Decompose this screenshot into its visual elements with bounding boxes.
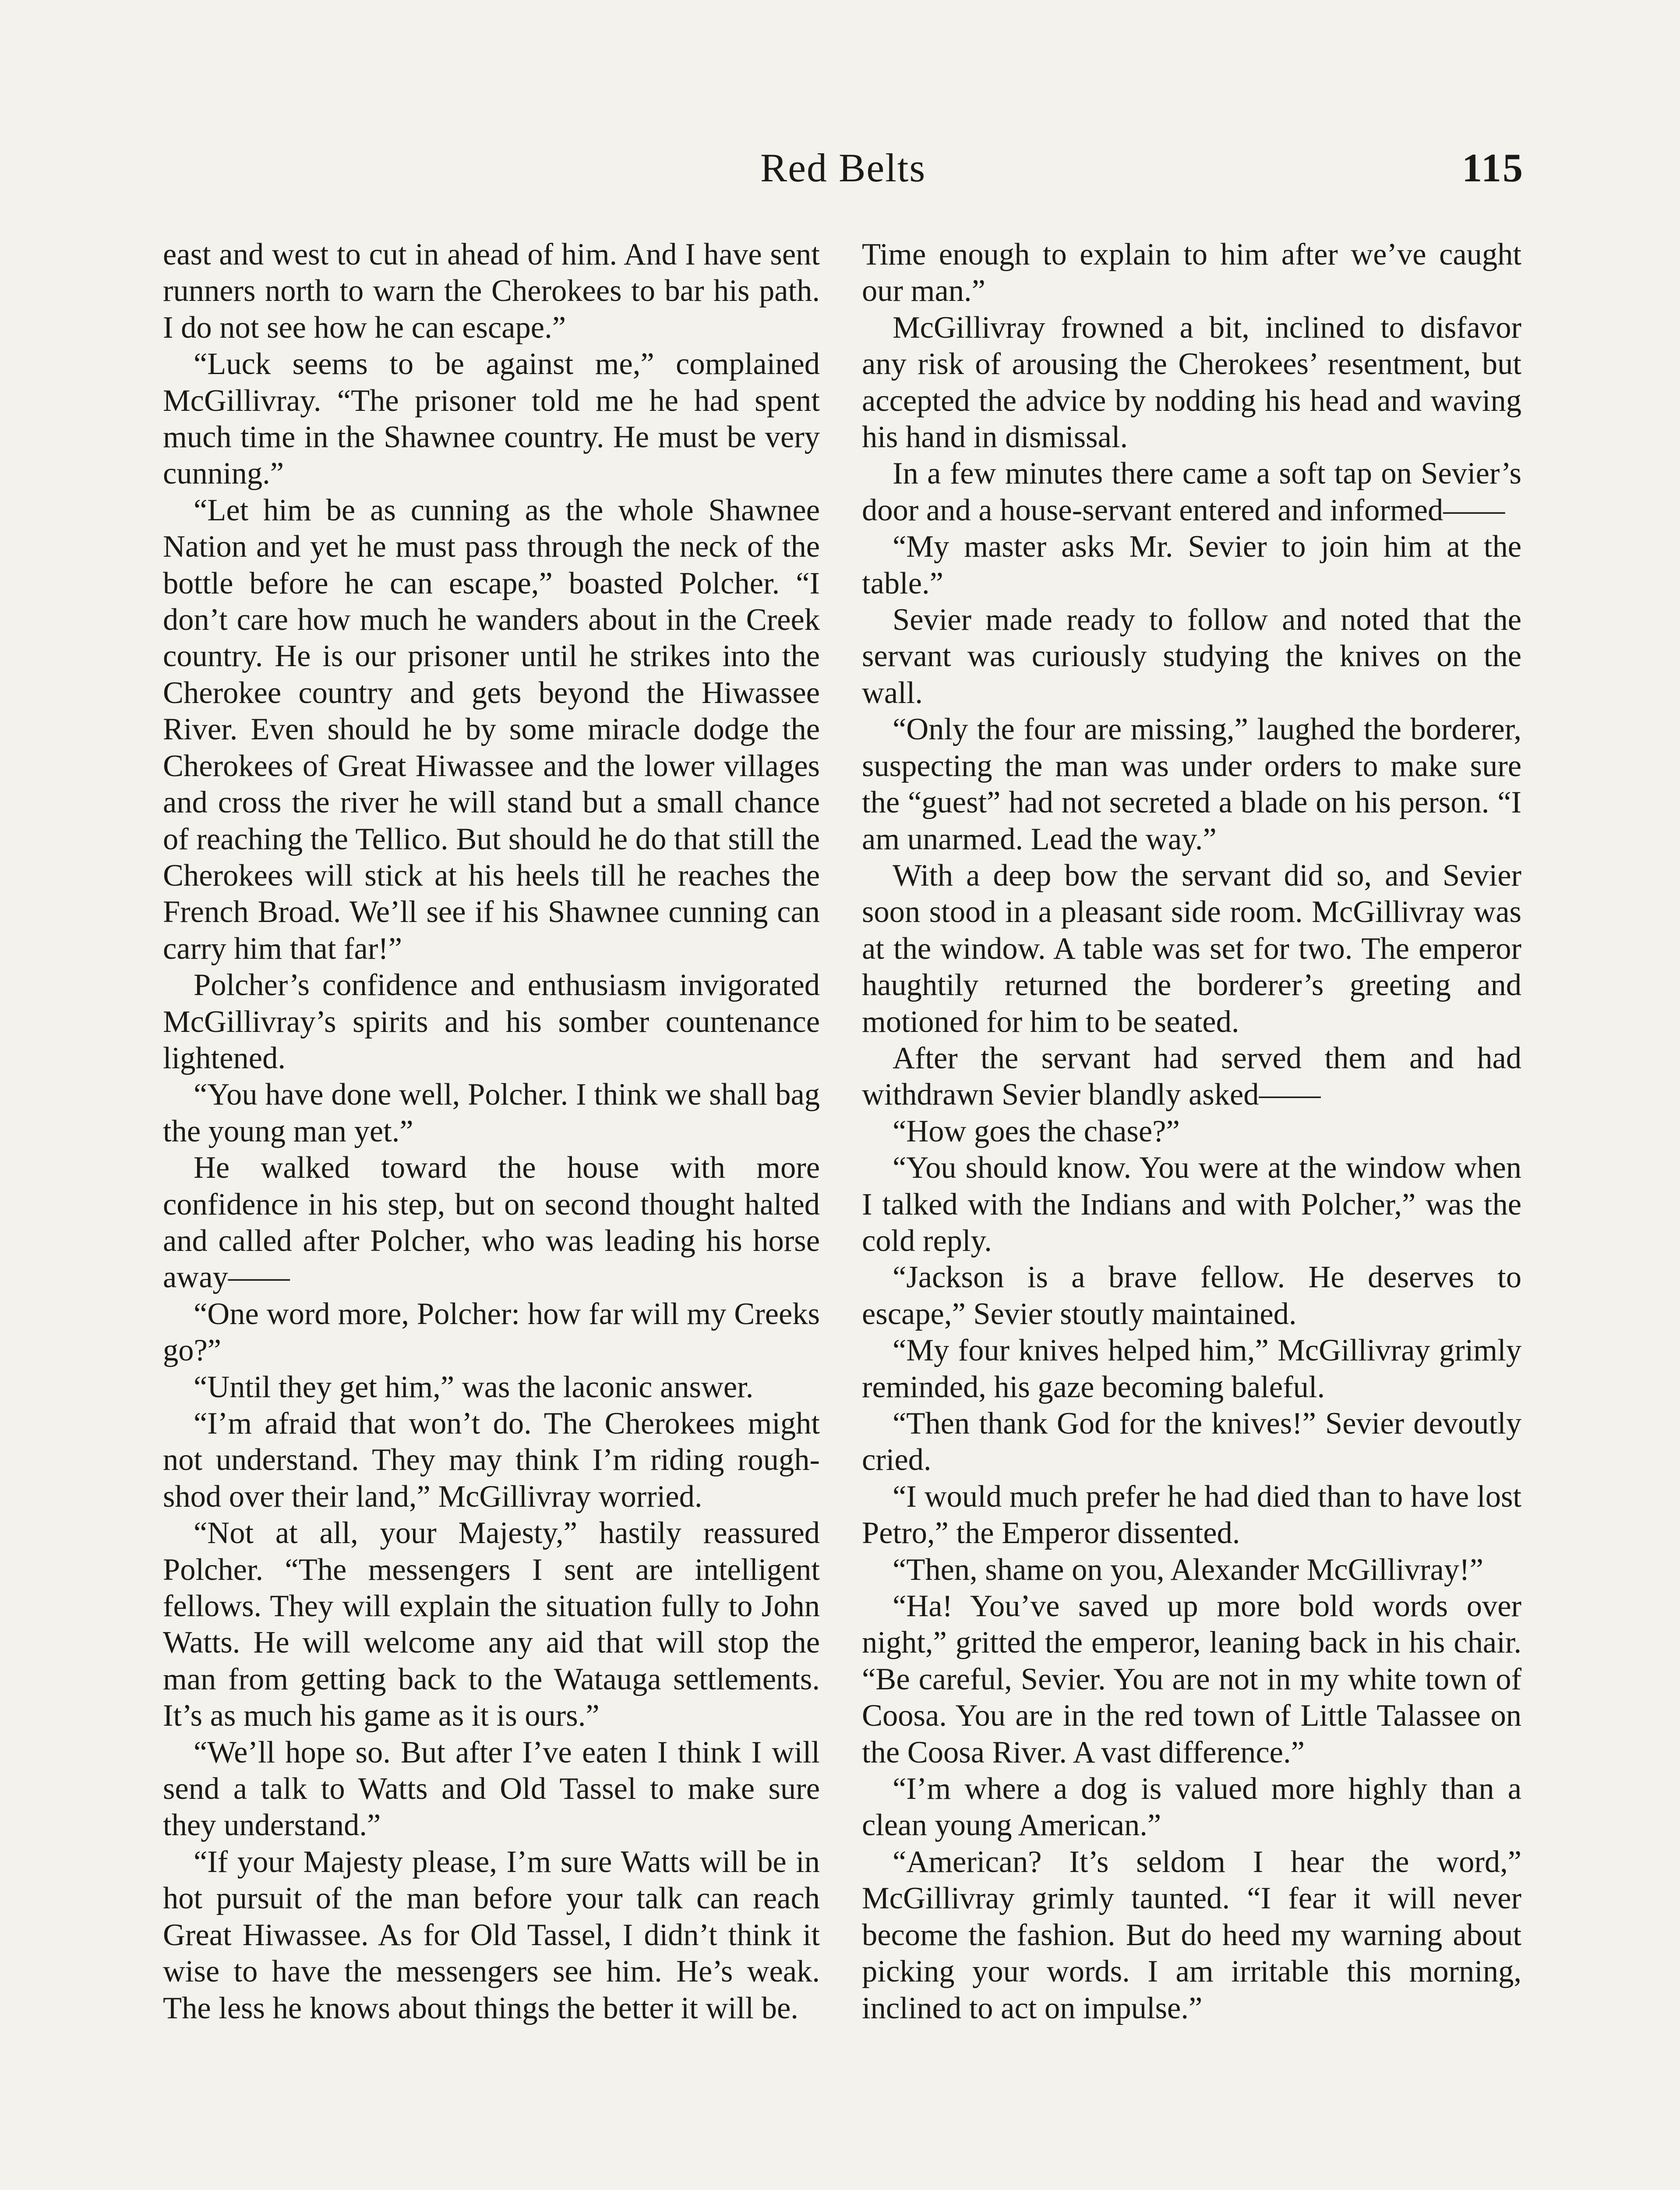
paragraph: “My four knives helped him,” McGillivray grimly reminded, his gaze becoming baleful. <box>862 1333 1521 1404</box>
paragraph: “Jackson is a brave fellow. He deserves to escape,” Sevier stoutly maintained. <box>862 1260 1521 1331</box>
paragraph: Polcher’s confidence and enthusiasm invigorated McGillivray’s spirits and his somber countenance lightened. <box>163 968 820 1075</box>
paragraph: “Then, shame on you, Alexander McGillivray!” <box>893 1552 1483 1587</box>
paragraph: He walked toward the house with more confidence in his step, but on second thought halted and called after Polcher, who was leading his horse away—— <box>163 1151 820 1295</box>
paragraph: “One word more, Polcher: how far will my Creeks go?” <box>163 1296 820 1368</box>
paragraph: “I would much prefer he had died than to have lost Petro,” the Emperor dissented. <box>862 1479 1521 1551</box>
paragraph: “Only the four are missing,” laughed the borderer, suspecting the man was under orders to make sure the “guest” had not secreted a blade on his person. “I am unarmed. Lead the way.” <box>862 712 1521 856</box>
paragraph: “If your Majesty please, I’m sure Watts will be in hot pursuit of the man before your talk can reach Great Hiwassee. As for Old Tassel, I didn’t think it wise to have the messengers see him. He’s weak. The less he knows about things the better it will be. <box>163 1844 820 2025</box>
paragraph: “American? It’s seldom I hear the word,” McGillivray grimly taunted. “I fear it will never become the fashion. But do heed my warning about picking your words. I am irritable this morning, inclined to act on impulse.” <box>862 1844 1521 2025</box>
right-column <box>862 237 1521 2027</box>
paragraph: “Luck seems to be against me,” complained McGillivray. “The prisoner told me he had spent much time in the Shawnee country. He must be very cunning.” <box>163 347 820 491</box>
paragraph: With a deep bow the servant did so, and Sevier soon stood in a pleasant side room. McGillivray was at the window. A table was set for two. The emperor haughtily returned the borderer’s greeting and motioned for him to be seated. <box>862 858 1521 1039</box>
paragraph: Time enough to explain to him after we’ve caught our man.” <box>862 237 1521 308</box>
paragraph: “You have done well, Polcher. I think we shall bag the young man yet.” <box>163 1077 820 1148</box>
paragraph: “We’ll hope so. But after I’ve eaten I think I will send a talk to Watts and Old Tassel to make sure they understand.” <box>163 1735 820 1843</box>
paragraph: “My master asks Mr. Sevier to join him at the table.” <box>862 530 1521 600</box>
running-title: Red Belts <box>760 145 926 190</box>
paragraph: “How goes the chase?” <box>893 1114 1180 1148</box>
paragraph: “Let him be as cunning as the whole Shawnee Nation and yet he must pass through the neck of the bottle before he can escape,” boasted Polcher. “I don’t care how much he wanders about in the Creek country. He is our prisoner until he strikes into the Cherokee country and gets beyond the Hiwassee River. Even should he by some miracle dodge the Cherokees of Great Hiwassee and the lower villages and cross the river he will stand but a small chance of reaching the Tellico. But should he do that still the Cherokees will stick at his heels till he reaches the French Broad. We’ll see if his Shawnee cunning can carry him that far!” <box>163 493 820 966</box>
paragraph: “I’m afraid that won’t do. The Cherokees might not understand. They may think I’m riding rough-shod over their land,” McGillivray worried. <box>163 1406 820 1514</box>
paragraph: After the servant had served them and had withdrawn Sevier blandly asked—— <box>862 1041 1521 1112</box>
paragraph: “I’m where a dog is valued more highly than a clean young American.” <box>862 1772 1521 1843</box>
paragraph: Sevier made ready to follow and noted that the servant was curiously studying the knives on the wall. <box>862 603 1521 710</box>
left-column <box>163 237 820 2027</box>
page-number: 115 <box>1462 145 1524 190</box>
paragraph: McGillivray frowned a bit, inclined to disfavor any risk of arousing the Cherokees’ resentment, but accepted the advice by nodding his head and waving his hand in dismissal. <box>862 310 1521 455</box>
paragraph: “Then thank God for the knives!” Sevier devoutly cried. <box>862 1406 1521 1477</box>
paragraph: “You should know. You were at the window when I talked with the Indians and with Polcher,” was the cold reply. <box>862 1151 1521 1258</box>
paragraph: In a few minutes there came a soft tap on Sevier’s door and a house-servant entered and informed—— <box>862 456 1521 527</box>
paragraph: “Not at all, your Majesty,” hastily reassured Polcher. “The messengers I sent are intelligent fellows. They will explain the situation fully to John Watts. He will welcome any aid that will stop the man from getting back to the Watauga settlements. It’s as much his game as it is ours.” <box>163 1516 820 1733</box>
paragraph: “Ha! You’ve saved up more bold words over night,” gritted the emperor, leaning back in his chair. “Be careful, Sevier. You are not in my white town of Coosa. You are in the red town of Little Talassee on the Coosa River. A vast difference.” <box>862 1589 1521 1770</box>
paragraph: east and west to cut in ahead of him. And I have sent runners north to warn the Cherokees to bar his path. I do not see how he can escape.” <box>163 237 820 345</box>
paragraph: “Until they get him,” was the laconic answer. <box>194 1370 754 1404</box>
running-head <box>162 145 1524 201</box>
